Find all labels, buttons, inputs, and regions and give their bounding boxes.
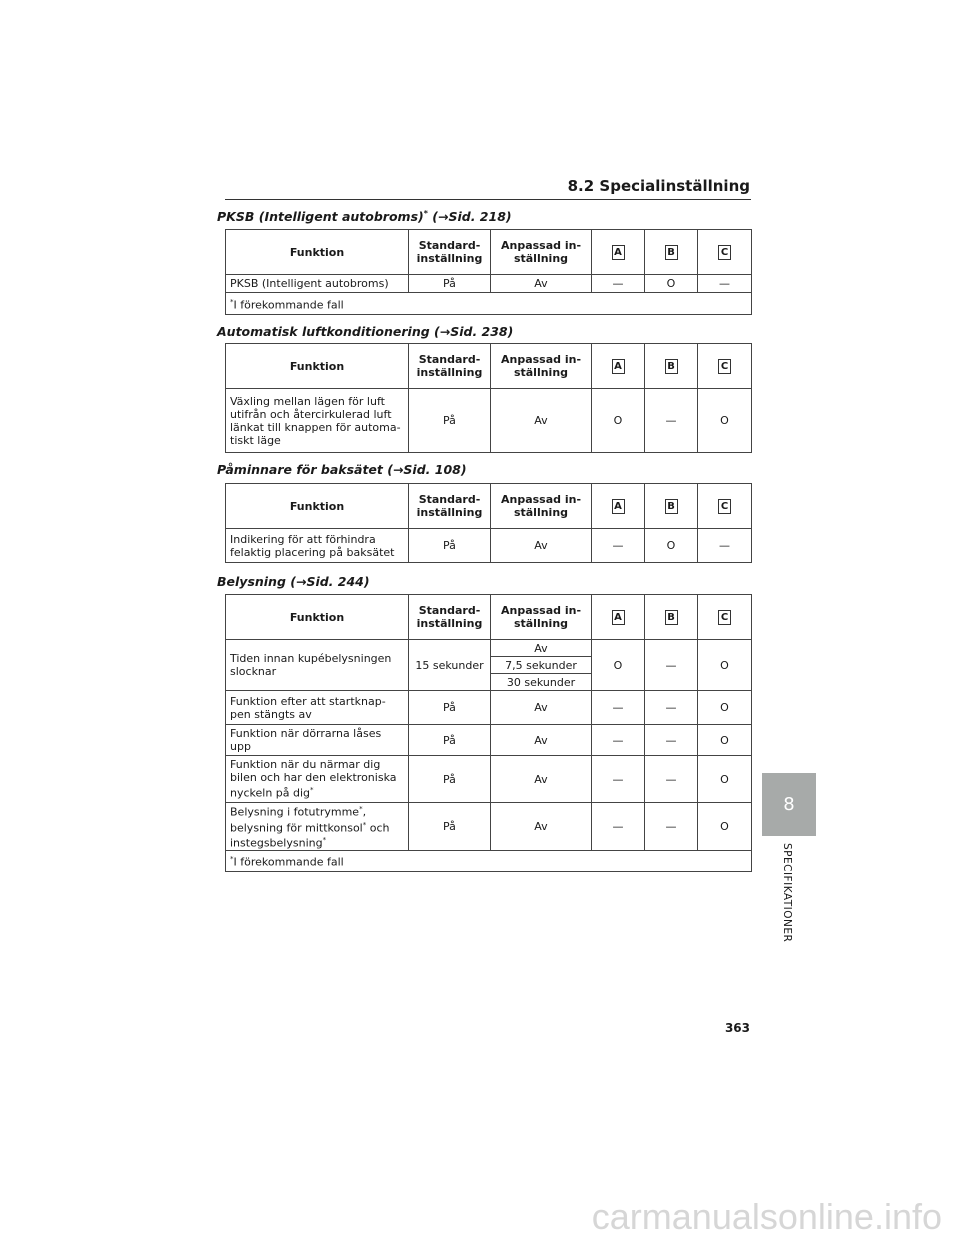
cell-c: O [698, 691, 752, 725]
pksb-ref-text: (→Sid. 218) [427, 209, 512, 225]
table-header-row [226, 344, 752, 389]
cell-c: O [698, 756, 752, 803]
col-header-standard: Standard- inställning [409, 344, 491, 389]
cell-c: O [698, 640, 752, 691]
cell-a: — [592, 529, 645, 563]
cell-funktion: PKSB (Intelligent autobroms) [226, 275, 409, 293]
cell-a: — [592, 275, 645, 293]
cell-standard: På [409, 803, 491, 851]
cell-funktion: Funktion efter att startknap- pen stängts av [226, 691, 409, 725]
page-header-title: 8.2 Specialinställning [567, 177, 750, 195]
cell-standard: På [409, 529, 491, 563]
table-row [226, 529, 752, 563]
cell-anpassad: Av [491, 275, 592, 293]
col-header-c [698, 595, 752, 640]
section-title-rear-seat: Påminnare för baksätet (→Sid. 108) [217, 462, 467, 477]
chapter-tab [762, 773, 816, 836]
col-header-b [645, 595, 698, 640]
col-header-anpassad: Anpassad in- ställning [491, 484, 592, 529]
table-row [226, 275, 752, 293]
col-header-a [592, 344, 645, 389]
cell-c: O [698, 389, 752, 453]
table-row [226, 640, 752, 657]
cell-funktion: Funktion när dörrarna låses upp [226, 725, 409, 756]
boxed-letter-c: C [718, 359, 731, 374]
col-header-b [645, 484, 698, 529]
cell-funktion-text: , belysning för mittkonsol [230, 805, 367, 835]
boxed-letter-c: C [718, 610, 731, 625]
cell-anpassad: Av [491, 756, 592, 803]
cell-b: — [645, 725, 698, 756]
cell-b: — [645, 389, 698, 453]
section-title-ac: Automatisk luftkonditionering (→Sid. 238) [217, 324, 514, 339]
section-title-pksb [217, 209, 512, 224]
cell-b: — [645, 803, 698, 851]
footnote-mark: * [362, 820, 367, 829]
cell-standard: På [409, 275, 491, 293]
cell-anpassad: Av [491, 529, 592, 563]
cell-c: — [698, 529, 752, 563]
boxed-letter-a: A [612, 499, 625, 514]
table-header-row [226, 230, 752, 275]
table-header-row [226, 595, 752, 640]
cell-funktion-text: och instegsbelysning [230, 821, 390, 850]
table-row [226, 725, 752, 756]
cell-funktion [226, 756, 409, 803]
page-number: 363 [724, 1021, 750, 1035]
section-title-lighting: Belysning (→Sid. 244) [217, 574, 370, 589]
cell-c: O [698, 803, 752, 851]
cell-anpassad-option: 30 sekunder [491, 674, 592, 691]
boxed-letter-c: C [718, 245, 731, 260]
cell-a: O [592, 640, 645, 691]
cell-b: — [645, 691, 698, 725]
cell-standard: På [409, 756, 491, 803]
col-header-funktion: Funktion [226, 484, 409, 529]
footnote-cell [226, 293, 752, 315]
cell-anpassad-option: 7,5 sekunder [491, 657, 592, 674]
footnote-text: I förekommande fall [233, 855, 344, 869]
table-rear-seat [225, 483, 752, 563]
boxed-letter-a: A [612, 359, 625, 374]
footnote-mark: * [423, 209, 428, 218]
cell-funktion: Växling mellan lägen för luft utifrån och återcirkulerad luft länkat till knappen för automa- tiskt läge [226, 389, 409, 453]
cell-funktion: Indikering för att förhindra felaktig placering på baksätet [226, 529, 409, 563]
cell-b: — [645, 756, 698, 803]
col-header-a [592, 230, 645, 275]
col-header-standard: Standard- inställning [409, 484, 491, 529]
col-header-funktion: Funktion [226, 595, 409, 640]
col-header-c [698, 344, 752, 389]
col-header-standard: Standard- inställning [409, 230, 491, 275]
cell-funktion [226, 803, 409, 851]
col-header-anpassad: Anpassad in- ställning [491, 230, 592, 275]
boxed-letter-a: A [612, 610, 625, 625]
boxed-letter-b: B [665, 499, 678, 514]
boxed-letter-c: C [718, 499, 731, 514]
cell-c: — [698, 275, 752, 293]
cell-b: — [645, 640, 698, 691]
col-header-a [592, 595, 645, 640]
cell-a: — [592, 803, 645, 851]
watermark: carmanualsonline.info [591, 1196, 942, 1237]
col-header-anpassad: Anpassad in- ställning [491, 595, 592, 640]
table-row [226, 691, 752, 725]
footnote-mark: * [230, 855, 234, 864]
cell-b: O [645, 275, 698, 293]
cell-anpassad-option: Av [491, 640, 592, 657]
table-lighting [225, 594, 752, 872]
cell-standard: På [409, 389, 491, 453]
cell-a: — [592, 691, 645, 725]
cell-a: — [592, 725, 645, 756]
col-header-c [698, 230, 752, 275]
table-row [226, 756, 752, 803]
footnote-mark: * [359, 805, 363, 813]
col-header-anpassad: Anpassad in- ställning [491, 344, 592, 389]
cell-a: — [592, 756, 645, 803]
col-header-a [592, 484, 645, 529]
cell-funktion: Tiden innan kupébelysningen slocknar [226, 640, 409, 691]
cell-anpassad: Av [491, 725, 592, 756]
footnote-mark: * [310, 786, 314, 795]
col-header-funktion: Funktion [226, 344, 409, 389]
cell-c: O [698, 725, 752, 756]
table-header-row [226, 484, 752, 529]
boxed-letter-b: B [665, 245, 678, 260]
table-row [226, 803, 752, 851]
cell-anpassad: Av [491, 803, 592, 851]
cell-a: O [592, 389, 645, 453]
cell-standard: 15 sekunder [409, 640, 491, 691]
chapter-label: SPECIFIKATIONER [781, 843, 793, 943]
cell-standard: På [409, 691, 491, 725]
cell-standard: På [409, 725, 491, 756]
header-divider [225, 199, 751, 200]
col-header-standard: Standard- inställning [409, 595, 491, 640]
footnote-mark: * [230, 297, 234, 306]
table-ac [225, 343, 752, 453]
footnote-row [226, 850, 752, 871]
col-header-b [645, 344, 698, 389]
cell-funktion-text: Funktion när du närmar dig bilen och har den elektroniska nyckeln på dig [230, 758, 397, 800]
col-header-funktion: Funktion [226, 230, 409, 275]
pksb-title-text: PKSB (Intelligent autobroms) [217, 209, 424, 225]
cell-anpassad: Av [491, 389, 592, 453]
table-row [226, 389, 752, 453]
footnote-text: I förekommande fall [233, 298, 344, 312]
boxed-letter-b: B [665, 610, 678, 625]
col-header-b [645, 230, 698, 275]
cell-funktion-text: Belysning i fotutrymme [230, 805, 360, 819]
boxed-letter-b: B [665, 359, 678, 374]
boxed-letter-a: A [612, 245, 625, 260]
col-header-c [698, 484, 752, 529]
footnote-cell [226, 850, 752, 871]
table-pksb [225, 229, 752, 315]
chapter-number: 8 [783, 794, 795, 815]
footnote-row [226, 293, 752, 315]
cell-anpassad: Av [491, 691, 592, 725]
cell-b: O [645, 529, 698, 563]
footnote-mark: * [322, 836, 327, 845]
